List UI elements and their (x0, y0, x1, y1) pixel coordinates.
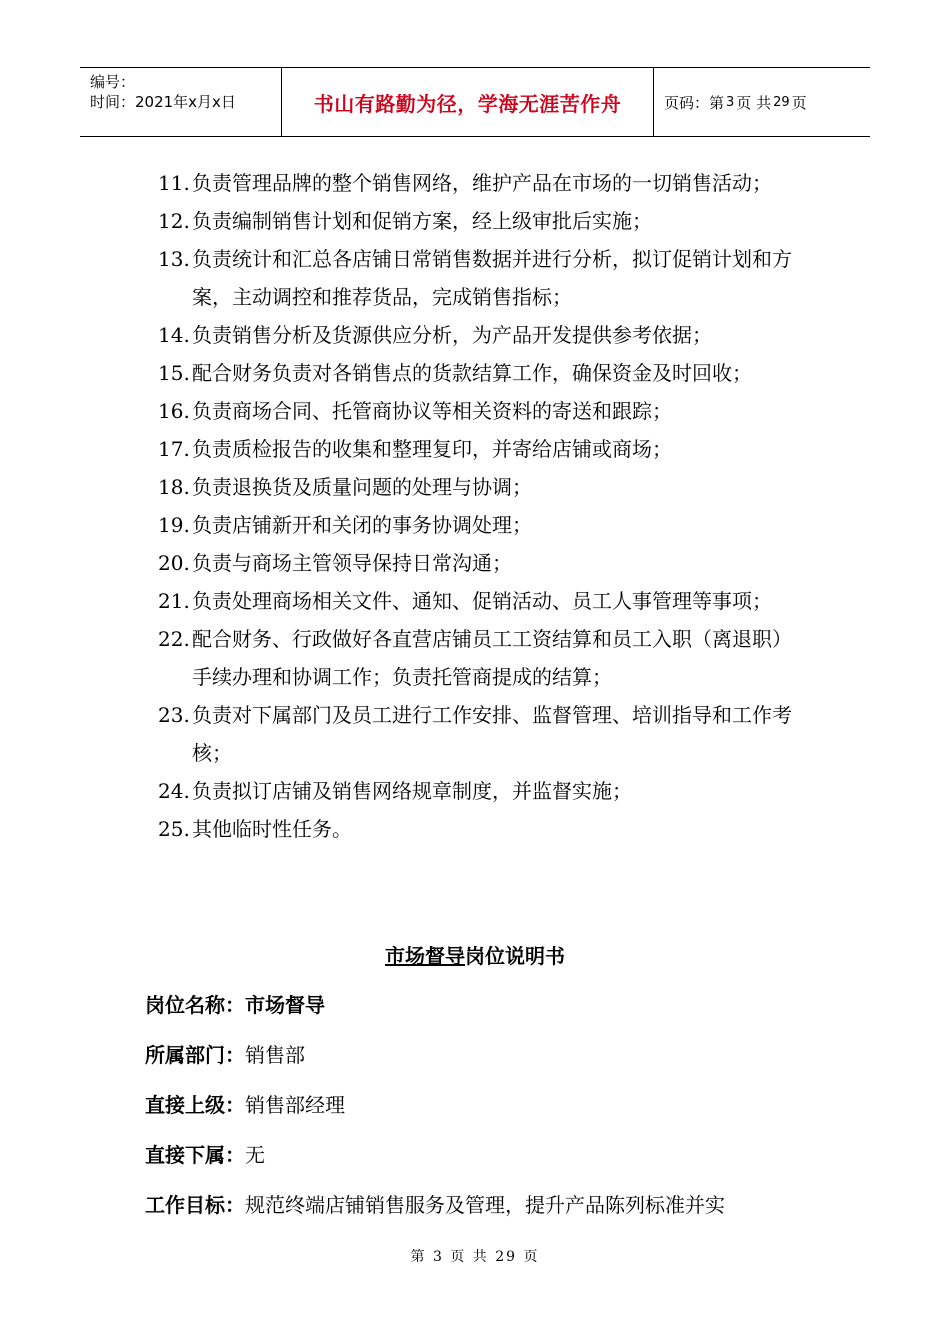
item-text: 负责店铺新开和关闭的事务协调处理； (192, 513, 532, 537)
field-value: 销售部 (245, 1043, 305, 1067)
item-number: 18. (158, 475, 190, 499)
item-text: 负责与商场主管领导保持日常沟通； (192, 551, 512, 575)
item-number: 22. (158, 627, 190, 651)
item-text: 配合财务负责对各销售点的货款结算工作，确保资金及时回收； (192, 361, 752, 385)
header-motto-cell (281, 68, 654, 136)
item-text: 负责处理商场相关文件、通知、促销活动、员工人事管理等事项； (192, 589, 772, 613)
item-text: 负责拟订店铺及销售网络规章制度，并监督实施； (192, 779, 632, 803)
field-goal (145, 1190, 825, 1220)
field-superior (145, 1090, 825, 1120)
list-item (158, 506, 808, 544)
field-subordinate (145, 1140, 825, 1170)
item-number: 24. (158, 779, 190, 803)
page-prefix: 页码：第 (664, 93, 725, 112)
list-item (158, 164, 808, 202)
list-item (158, 544, 808, 582)
code-label: 编号： (90, 73, 136, 91)
item-number: 13. (158, 247, 190, 271)
item-number: 17. (158, 437, 190, 461)
duty-list (158, 164, 808, 848)
list-item (158, 810, 808, 848)
item-text: 负责退换货及质量问题的处理与协调； (192, 475, 532, 499)
header-page-number (654, 68, 870, 136)
field-value: 市场督导 (245, 993, 325, 1017)
item-number: 14. (158, 323, 190, 347)
item-text: 负责管理品牌的整个销售网络，维护产品在市场的一切销售活动； (192, 171, 772, 195)
section-title (0, 940, 950, 969)
field-label: 所属部门： (145, 1043, 245, 1067)
field-value: 无 (245, 1143, 265, 1167)
list-item (158, 772, 808, 810)
item-number: 11. (158, 171, 190, 195)
header-meta (80, 68, 281, 136)
item-number: 25. (158, 817, 190, 841)
page-header (80, 67, 870, 137)
item-text: 负责统计和汇总各店铺日常销售数据并进行分析，拟订促销计划和方案，主动调控和推荐货品，完成销售指标； (192, 247, 792, 309)
page-suffix: 页 (791, 93, 807, 112)
list-item (158, 202, 808, 240)
list-item (158, 696, 808, 772)
field-label: 直接下属： (145, 1143, 245, 1167)
item-text: 负责对下属部门及员工进行工作安排、监督管理、培训指导和工作考核； (192, 703, 792, 765)
list-item (158, 430, 808, 468)
field-position (145, 990, 825, 1020)
item-text: 负责质检报告的收集和整理复印，并寄给店铺或商场； (192, 437, 672, 461)
item-number: 15. (158, 361, 190, 385)
page-total: 29 (773, 94, 790, 110)
list-item (158, 354, 808, 392)
page-current: 3 (726, 94, 735, 110)
item-text: 负责编制销售计划和促销方案，经上级审批后实施； (192, 209, 652, 233)
list-item (158, 240, 808, 316)
item-number: 12. (158, 209, 190, 233)
item-text: 其他临时性任务。 (192, 817, 352, 841)
item-number: 20. (158, 551, 190, 575)
page-mid: 页 共 (736, 93, 772, 112)
list-item (158, 468, 808, 506)
section-title-underlined: 市场督导 (385, 944, 465, 968)
field-department (145, 1040, 825, 1070)
section-title-rest: 岗位说明书 (465, 944, 565, 968)
field-value: 销售部经理 (245, 1093, 345, 1117)
time-label: 时间：2021年x月x日 (90, 93, 236, 111)
field-label: 工作目标： (145, 1193, 245, 1217)
field-label: 直接上级： (145, 1093, 245, 1117)
item-text: 配合财务、行政做好各直营店铺员工工资结算和员工入职（离退职）手续办理和协调工作；负责托管商提成的结算； (192, 627, 792, 689)
item-number: 19. (158, 513, 190, 537)
list-item (158, 620, 808, 696)
field-value: 规范终端店铺销售服务及管理，提升产品陈列标准并实 (245, 1193, 725, 1217)
item-text: 负责销售分析及货源供应分析，为产品开发提供参考依据； (192, 323, 712, 347)
header-motto: 书山有路勤为径，学海无涯苦作舟 (313, 91, 622, 116)
list-item (158, 316, 808, 354)
list-item (158, 392, 808, 430)
field-label: 岗位名称： (145, 993, 245, 1017)
item-number: 21. (158, 589, 190, 613)
list-item (158, 582, 808, 620)
item-number: 23. (158, 703, 190, 727)
item-number: 16. (158, 399, 190, 423)
item-text: 负责商场合同、托管商协议等相关资料的寄送和跟踪； (192, 399, 672, 423)
page-footer: 第 3 页 共 29 页 (410, 1249, 540, 1265)
